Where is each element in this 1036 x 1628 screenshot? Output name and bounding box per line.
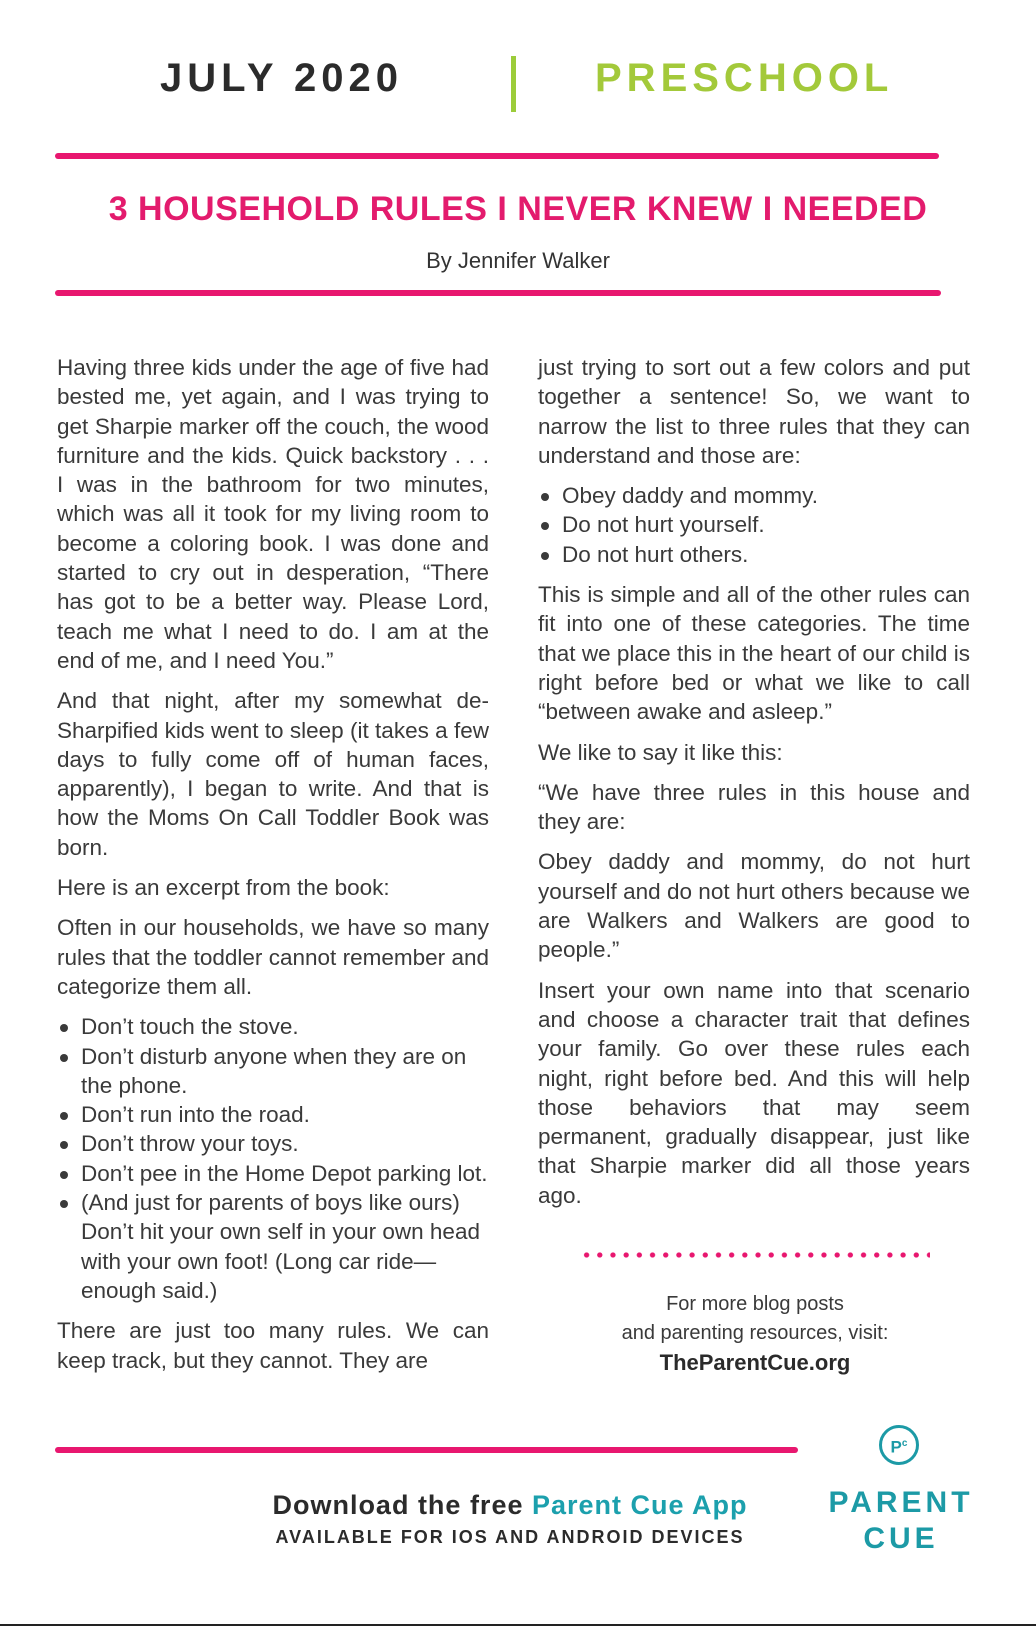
list-item: Do not hurt yourself. xyxy=(538,510,970,539)
article-column-right xyxy=(538,353,970,1221)
paragraph: We like to say it like this: xyxy=(538,739,783,765)
article-byline: By Jennifer Walker xyxy=(426,248,610,273)
title-top-rule xyxy=(55,153,939,159)
three-rules-list xyxy=(538,481,970,569)
toddler-rules-list xyxy=(57,1012,489,1305)
list-item: Don’t throw your toys. xyxy=(57,1129,489,1158)
article-title: 3 HOUSEHOLD RULES I NEVER KNEW I NEEDED xyxy=(108,190,928,228)
logo-wordmark: PARENT CUE xyxy=(828,1486,974,1555)
paragraph: Obey daddy and mommy, do not hurt yourself and do not hurt others because we are Walkers and Walkers are good to people.” xyxy=(538,849,970,963)
issue-month: JULY 2020 xyxy=(160,56,403,100)
title-bottom-rule xyxy=(55,290,941,296)
list-item: Don’t touch the stove. xyxy=(57,1012,489,1041)
footer-rule xyxy=(55,1447,798,1453)
list-item: Don’t pee in the Home Depot parking lot. xyxy=(57,1159,489,1188)
promo-line: and parenting resources, visit: xyxy=(621,1322,889,1344)
dotted-divider xyxy=(580,1252,930,1258)
header-divider xyxy=(511,56,516,112)
list-item: (And just for parents of boys like ours) Don’t hit your own self in your own head with your own foot! (Long car ride—enough said.) xyxy=(57,1188,489,1305)
list-item: Obey daddy and mommy. xyxy=(538,481,970,510)
download-line xyxy=(180,1490,840,1521)
list-item: Do not hurt others. xyxy=(538,540,970,569)
parent-cue-logo xyxy=(826,1425,976,1555)
paragraph: And that night, after my somewhat de-Sharpified kids went to sleep (it takes a few days to fully come off of human faces, apparently), I began to write. And that is how the Moms On Call Toddler Book was born. xyxy=(57,688,489,860)
paragraph: Here is an excerpt from the book: xyxy=(57,875,390,901)
promo-line: For more blog posts xyxy=(666,1293,844,1315)
list-item: Don’t disturb anyone when they are on the phone. xyxy=(57,1042,489,1101)
article-column-left xyxy=(57,353,489,1386)
pc-mark-icon: $P^c$ xyxy=(879,1425,919,1465)
paragraph: There are just too many rules. We can keep track, but they cannot. They are xyxy=(57,1318,489,1373)
paragraph: Often in our households, we have so many rules that the toddler cannot remember and categorize them all. xyxy=(57,915,489,999)
page-bottom-border xyxy=(0,1624,1036,1626)
paragraph: Having three kids under the age of five had bested me, yet again, and I was trying to get Sharpie marker off the couch, the wood furniture and the kids. Quick backstory . . . I was in the bathroom for two minutes, which was all it took for my living room to become a coloring book. I was done and started to cry out in desperation, “There has got to be a better way. Please Lord, teach me what I need to do. I am at the end of me, and I need You.” xyxy=(57,355,489,673)
paragraph: This is simple and all of the other rules can fit into one of these categories. The time that we place this in the heart of our child is right before bed or what we like to call “between awake and asleep.” xyxy=(538,582,970,725)
availability-note: AVAILABLE FOR IOS AND ANDROID DEVICES xyxy=(275,1527,745,1547)
list-item: Don’t run into the road. xyxy=(57,1100,489,1129)
age-level: PRESCHOOL xyxy=(595,56,894,100)
blog-promo xyxy=(560,1290,950,1377)
paragraph: just trying to sort out a few colors and put together a sentence! So, we want to narrow the list to three rules that they can understand and those are: xyxy=(538,355,970,468)
paragraph: Insert your own name into that scenario and choose a character trait that defines your family. Go over these rules each night, right before bed. And this will help those behaviors that may seem permanent, gradually disappear, just like that Sharpie marker did all those years ago. xyxy=(538,977,970,1208)
app-name-link[interactable]: Parent Cue App xyxy=(532,1490,748,1520)
download-prefix: Download the free xyxy=(272,1490,524,1520)
website-link[interactable]: TheParentCue.org xyxy=(659,1350,851,1375)
app-download-cta xyxy=(180,1490,840,1548)
paragraph: “We have three rules in this house and they are: xyxy=(538,779,970,835)
page-header xyxy=(0,48,1036,118)
